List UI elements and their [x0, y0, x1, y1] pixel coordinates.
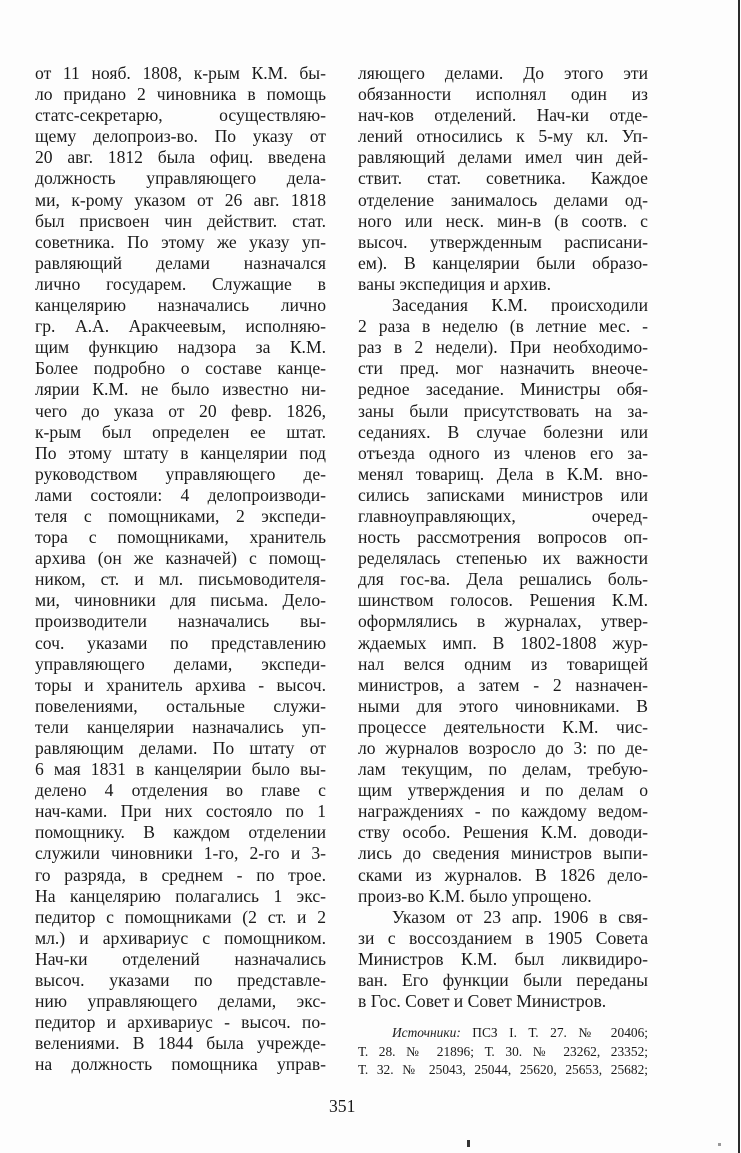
text-line: Указом от 23 апр. 1906 в свя- [392, 906, 648, 927]
text-line: процессе деятельности К.М. чис- [358, 716, 648, 737]
text-line: ными для этого чиновниками. В [358, 695, 648, 716]
sources-line [358, 1024, 648, 1043]
sources-line: Т. 32. № 25043, 25044, 25620, 25653, 25682; [358, 1062, 648, 1078]
text-line: На канцелярию полагались 1 экс- [35, 885, 326, 906]
text-line: щим утверждения и по делам о [358, 780, 648, 801]
text-line: мл.) и архивариус с помощником. [35, 927, 326, 948]
text-line: щему делопроиз-во. По указу от [35, 126, 326, 147]
text-line: лений относились к 5-му кл. Уп- [358, 126, 648, 147]
text-line: ству особо. Решения К.М. доводи- [358, 822, 648, 843]
text-line: для гос-ва. Дела решались боль- [358, 569, 648, 590]
text-line: ность рассмотрения вопросов оп- [358, 527, 648, 548]
text-line: менял товарищ. Дела в К.М. вно- [358, 463, 648, 484]
text-line: равляющий делами назначался [35, 252, 326, 273]
text-line: педитор и архивариус - высоч. по- [35, 1012, 326, 1033]
text-line: лам текущим, по делам, требую- [358, 759, 648, 780]
page-number: 351 [329, 1096, 356, 1116]
text-line: лично государем. Служащие в [35, 273, 326, 294]
text-line: награждениях - по каждому ведом- [358, 801, 648, 822]
text-line: ми, к-рому указом от 26 авг. 1818 [35, 189, 326, 210]
text-line: ем). В канцелярии были образо- [358, 252, 648, 273]
text-line: к-рым был определен ее штат. [35, 421, 326, 442]
text-line: Нач-ки отделений назначались [35, 948, 326, 969]
text-line: главноуправляющих, очеред- [358, 505, 648, 526]
text-line: повелениями, остальные служи- [35, 695, 326, 716]
text-line: чего до указа от 20 февр. 1826, [35, 400, 326, 421]
text-line: Более подробно о составе канце- [35, 358, 326, 379]
text-line: в Гос. Совет и Совет Министров. [358, 991, 607, 1012]
text-line: канцелярию назначались лично [35, 295, 326, 316]
sources-text-1: ПСЗ I. Т. 27. № 20406; [472, 1025, 649, 1041]
text-line: равляющим делами. По штату от [35, 738, 326, 758]
text-line: должность управляющего дела- [35, 168, 326, 189]
text-line: ствит. стат. советника. Каждое [358, 168, 648, 189]
sources-label: Источники: [392, 1025, 473, 1041]
text-line: советника. По этому же указу уп- [35, 231, 326, 252]
text-line: Министров К.М. был ликвидиро- [358, 948, 648, 969]
text-line: ного или неск. мин-в (в соотв. с [358, 210, 648, 231]
text-line: статс-секретарю, осуществляю- [35, 105, 326, 126]
text-line: го разряда, в среднем - по трое. [35, 864, 326, 885]
text-line: сти пред. мог назначить внеоче- [358, 358, 648, 379]
text-line: от 11 нояб. 1808, к-рым К.М. бы- [35, 63, 326, 83]
text-line: нач-ков отделений. Нач-ки отде- [358, 105, 648, 126]
text-line: редное заседание. Министры обя- [358, 379, 648, 400]
text-line: ми, чиновники для письма. Дело- [35, 590, 326, 611]
text-line: управляющего делами, экспеди- [35, 653, 326, 674]
text-line: 6 мая 1831 в канцелярии было вы- [35, 759, 326, 780]
text-line: лами состояли: 4 делопроизводи- [35, 484, 326, 505]
text-line: лись до сведения министров выпи- [358, 843, 648, 864]
text-line: соч. указами по представлению [35, 632, 326, 653]
text-line: был присвоен чин действит. стат. [35, 210, 326, 231]
text-line: сились записками министров или [358, 484, 648, 505]
text-line: отделение занималось делами од- [358, 189, 648, 210]
text-line: ло придано 2 чиновника в помощь [35, 84, 326, 105]
text-line: зи с воссозданием в 1905 Совета [358, 927, 648, 948]
text-line: ваны экспедиция и архив. [358, 273, 552, 294]
text-line: делено 4 отделения во главе с [35, 780, 326, 801]
text-line: служили чиновники 1-го, 2-го и 3- [35, 843, 326, 864]
text-line: тели канцелярии назначались уп- [35, 716, 326, 737]
text-line: отъезда одного из членов его за- [358, 442, 648, 463]
scan-speck [718, 1143, 721, 1146]
text-line: велениями. В 1844 была учрежде- [35, 1033, 326, 1054]
text-line: помощнику. В каждом отделении [35, 822, 326, 843]
text-line: оформлялись в журналах, утвер- [358, 611, 648, 632]
text-line: шинством голосов. Решения К.М. [358, 590, 648, 611]
text-line: ло журналов возросло до 3: по де- [358, 738, 648, 758]
text-line: тора с помощниками, хранитель [35, 527, 326, 548]
sources-block [358, 1024, 648, 1080]
right-text-column [358, 63, 648, 1080]
text-line: производители назначались вы- [35, 611, 326, 632]
text-line: произ-во К.М. было упрощено. [358, 885, 592, 906]
sources-line: Т. 28. № 21896; Т. 30. № 23262, 23352; [358, 1043, 648, 1059]
text-line: ван. Его функции были переданы [358, 970, 648, 991]
text-line: высоч. утвержденным расписани- [358, 231, 648, 252]
text-line: нию управляющего делами, экс- [35, 991, 326, 1012]
text-line: обязанности исполнял один из [358, 84, 648, 105]
text-line: Заседания К.М. происходили [392, 295, 648, 316]
text-line: нач-ками. При них состояло по 1 [35, 801, 326, 822]
text-line: ждаемых имп. В 1802-1808 жур- [358, 632, 648, 653]
page-edge-line [738, 0, 740, 1153]
text-line: архива (он же казначей) с помощ- [35, 548, 326, 569]
text-line: щим функцию надзора за К.М. [35, 337, 326, 358]
text-line: педитор с помощниками (2 ст. и 2 [35, 906, 326, 927]
text-line: высоч. указами по представле- [35, 970, 326, 991]
text-line: нал велся одним из товарищей [358, 653, 648, 674]
text-line: раз в 2 недели). При необходимо- [358, 337, 648, 358]
text-line: на должность помощника управ- [35, 1054, 326, 1075]
scan-speck [467, 1140, 470, 1147]
text-line: ляющего делами. До этого эти [358, 63, 648, 83]
text-line: ником, ст. и мл. письмоводителя- [35, 569, 326, 590]
text-line: лярии К.М. не было известно ни- [35, 379, 326, 400]
text-line: торы и хранитель архива - высоч. [35, 674, 326, 695]
left-text-column [35, 63, 326, 1076]
text-line: По этому штату в канцелярии под [35, 442, 326, 463]
text-line: сками из журналов. В 1826 дело- [358, 864, 648, 885]
text-line: гр. А.А. Аракчеевым, исполняю- [35, 316, 326, 337]
text-line: равляющий делами имел чин дей- [358, 147, 648, 168]
text-line: руководством управляющего де- [35, 463, 326, 484]
text-line: заны были присутствовать на за- [358, 400, 648, 421]
text-line: министров, а затем - 2 назначен- [358, 674, 648, 695]
text-line: 2 раза в неделю (в летние мес. - [358, 316, 648, 337]
text-line: теля с помощниками, 2 экспеди- [35, 505, 326, 526]
text-line: 20 авг. 1812 была офиц. введена [35, 147, 326, 168]
text-line: ределялась степенью их важности [358, 548, 648, 569]
text-line: седаниях. В случае болезни или [358, 421, 648, 442]
